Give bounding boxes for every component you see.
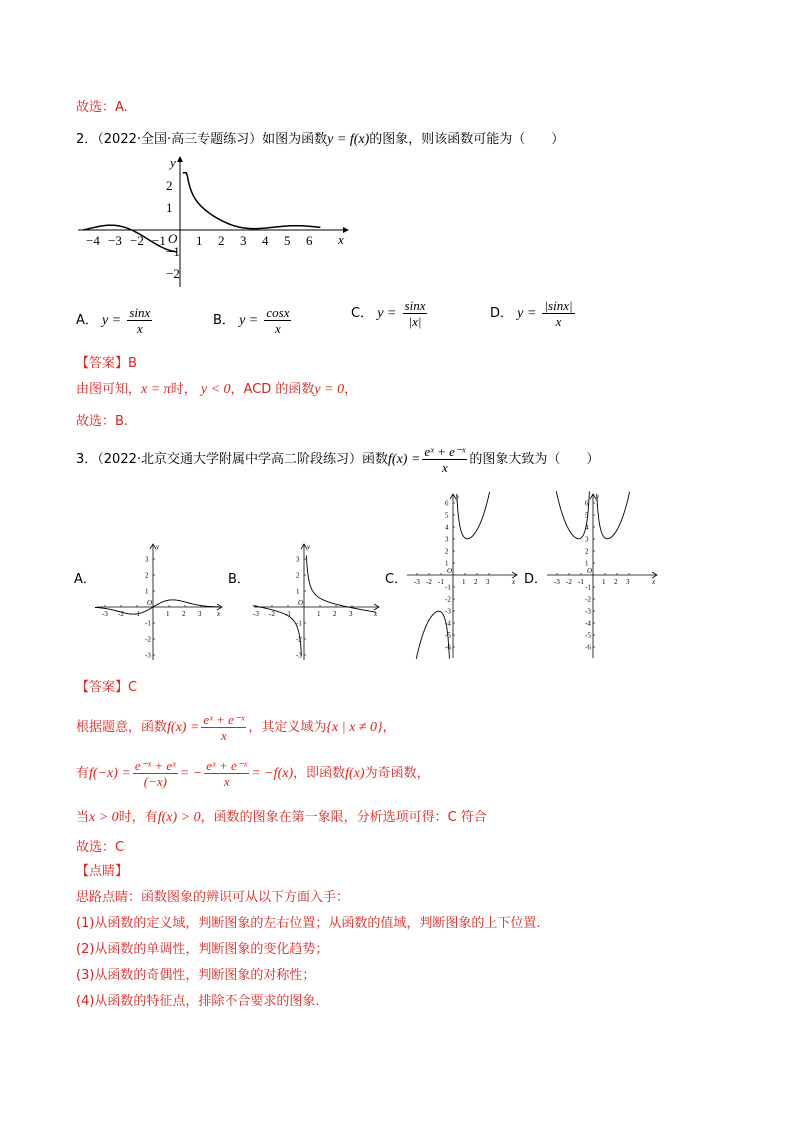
tip-intro: 思路点睛：函数图象的辨识可从以下方面入手：: [76, 890, 350, 905]
y-tick-label: -5: [585, 631, 591, 640]
q3-solution-line-3: 当x > 0时，有f(x) > 0，函数的图象在第一象限，分析选项可得：C 符合: [76, 810, 487, 825]
y-tick-label: 1: [296, 587, 300, 596]
option-numerator: sinx: [129, 305, 151, 320]
origin-label: O: [587, 567, 593, 575]
x-tick-label: −4: [86, 233, 100, 248]
x-tick-label: 2: [333, 610, 337, 618]
option-lhs: y =: [239, 313, 259, 328]
y-axis-label: y: [156, 543, 160, 551]
x-tick-label: 1: [462, 578, 466, 586]
y-tick-label: -2: [445, 595, 451, 604]
y-tick-label: -1: [585, 583, 591, 592]
previous-answer-line: 故选：A.: [76, 100, 128, 115]
y-tick-label: 6: [585, 499, 589, 508]
x-tick-label: −1: [152, 233, 166, 248]
y-tick-label: 1: [445, 559, 449, 568]
x-tick-label: 1: [166, 610, 170, 618]
function-curve: [253, 606, 302, 656]
function-curve: [597, 492, 630, 539]
option-denominator: x: [555, 314, 562, 329]
x-tick-label: -3: [414, 578, 420, 586]
y-tick-label: −2: [166, 266, 180, 281]
x-axis-label: x: [374, 610, 378, 618]
x-tick-label: -2: [269, 610, 275, 618]
x-tick-label: 1: [317, 610, 321, 618]
y-tick-label: -6: [445, 643, 451, 652]
y-tick-label: -2: [296, 635, 302, 644]
x-tick-label: 3: [349, 610, 353, 618]
option-lhs: y =: [377, 306, 397, 321]
x-tick-label: 1: [196, 233, 203, 248]
x-tick-label: -3: [102, 610, 108, 618]
x-tick-label: -3: [253, 610, 259, 618]
y-tick-label: -6: [585, 643, 591, 652]
x-tick-label: -1: [438, 578, 444, 586]
tip-item: (3)从函数的奇偶性，判断图象的对称性；: [76, 968, 316, 983]
y-axis-label: y: [170, 155, 176, 170]
y-tick-label: 2: [145, 571, 149, 580]
origin-label: O: [447, 567, 453, 575]
y-tick-label: -2: [145, 635, 151, 644]
q3-solution-line-1: 根据题意，函数f(x) = $\frac{\text{eˣ + e⁻ˣ}}{x}$ ，其定义域为{x | x ≠ 0}，: [76, 712, 396, 743]
tip-label: 【点睛】: [76, 864, 129, 879]
question-2-stem: [76, 128, 564, 148]
y-tick-label: 3: [296, 555, 300, 564]
option-letter: B．: [213, 313, 235, 328]
option-denominator: |x|: [408, 314, 422, 329]
y-tick-label: -5: [445, 631, 451, 640]
y-tick-label: -3: [145, 651, 151, 660]
x-tick-label: 6: [306, 233, 313, 248]
origin-label: O: [298, 599, 304, 607]
y-tick-label: -3: [585, 607, 591, 616]
curve-right-branch: [183, 173, 321, 229]
option-c[interactable]: [351, 298, 429, 329]
option-denominator: x: [136, 321, 143, 336]
y-tick-label: 2: [296, 571, 300, 580]
x-tick-label: 3: [240, 233, 247, 248]
y-tick-label: 3: [585, 535, 589, 544]
y-tick-label: 2: [445, 547, 449, 556]
tip-item: (2)从函数的单调性，判断图象的变化趋势；: [76, 942, 329, 957]
y-tick-label: -4: [585, 619, 591, 628]
x-tick-label: 2: [182, 610, 186, 618]
y-tick-label: 1: [585, 559, 589, 568]
q2-final-answer: 故选：B.: [76, 414, 129, 429]
option-b-letter[interactable]: B．: [228, 572, 250, 587]
x-tick-label: 2: [218, 233, 225, 248]
option-lhs: y =: [517, 306, 537, 321]
question-3-stem: 3．（2022·北京交通大学附属中学高二阶段练习）函数f(x) = $\frac{\text{eˣ + e⁻ˣ}}{x}$ 的图象大致为（ ）: [76, 444, 600, 475]
x-tick-label: -2: [426, 578, 432, 586]
x-tick-label: 2: [474, 578, 478, 586]
y-tick-label: −1: [166, 244, 180, 259]
x-tick-label: -2: [566, 578, 572, 586]
question-number: 2．: [76, 132, 98, 147]
option-numerator: |sinx|: [544, 298, 573, 313]
y-tick-label: 4: [585, 523, 589, 532]
q3-solution-line-2: 有f(−x) = $\frac{\text{e⁻ˣ + eˣ}}{(-x)}$ = − $\frac{\text{eˣ + e⁻ˣ}}{x}$ = −f(x)，即函数f(x)为奇函数，: [76, 758, 430, 789]
tip-item: (4)从函数的特征点，排除不合要求的图象.: [76, 994, 320, 1009]
x-axis-label: x: [338, 232, 344, 247]
y-axis-label: y: [596, 493, 600, 501]
origin-label: O: [168, 231, 178, 246]
x-tick-label: 5: [284, 233, 291, 248]
option-a[interactable]: [76, 305, 154, 336]
x-tick-label: 3: [198, 610, 202, 618]
graph-option-b: [252, 540, 382, 662]
function-curve: [306, 555, 375, 612]
y-tick-label: 1: [145, 587, 149, 596]
option-denominator: x: [275, 321, 281, 336]
y-tick-label: 3: [145, 555, 149, 564]
y-axis-label: y: [456, 493, 460, 501]
x-tick-label: 3: [486, 578, 490, 586]
option-c-letter[interactable]: C．: [385, 572, 408, 587]
origin-label: O: [147, 599, 153, 607]
y-tick-label: -3: [445, 607, 451, 616]
y-tick-label: 2: [585, 547, 589, 556]
y-tick-label: -1: [445, 583, 451, 592]
x-axis-label: x: [217, 610, 221, 618]
option-d-letter[interactable]: D．: [524, 572, 548, 587]
graph-option-d: [545, 490, 660, 660]
graph-option-a: [95, 540, 225, 662]
y-tick-label: -1: [296, 619, 302, 628]
y-tick-label: 5: [585, 511, 589, 520]
q2-answer-label: 【答案】B: [76, 356, 137, 371]
question-text: 如图为函数: [262, 132, 328, 147]
graph-option-c: [405, 490, 520, 660]
function-curve: [457, 492, 490, 539]
y-tick-label: -1: [145, 619, 151, 628]
x-tick-label: 1: [602, 578, 606, 586]
function-expression: y = f(x): [327, 132, 370, 147]
option-b[interactable]: [213, 305, 293, 336]
q3-final-answer: 故选：C: [76, 840, 125, 855]
x-tick-label: -1: [578, 578, 584, 586]
x-tick-labels: [86, 233, 313, 248]
y-tick-label: -3: [296, 651, 302, 660]
x-tick-label: −3: [108, 233, 122, 248]
y-tick-label: 5: [445, 511, 449, 520]
question-text-end: 的图象，则该函数可能为（ ）: [369, 132, 565, 147]
x-tick-label: -2: [118, 610, 124, 618]
tip-item: (1)从函数的定义域，判断图象的左右位置；从函数的值域，判断图象的上下位置.: [76, 916, 541, 931]
option-numerator: sinx: [404, 298, 426, 313]
option-letter: D．: [490, 306, 514, 321]
x-axis-label: x: [512, 578, 516, 586]
y-tick-label: -2: [585, 595, 591, 604]
option-d[interactable]: [490, 298, 577, 329]
y-tick-label: 2: [166, 178, 173, 193]
option-letter: C．: [351, 306, 374, 321]
x-axis-label: x: [652, 578, 656, 586]
x-tick-label: 2: [614, 578, 618, 586]
question-source: （2022·全国·高三专题练习）: [97, 132, 263, 147]
x-tick-label: 4: [262, 233, 269, 248]
y-tick-label: 6: [445, 499, 449, 508]
y-axis-label: y: [307, 543, 311, 551]
x-tick-label: -3: [554, 578, 560, 586]
y-tick-label: -4: [445, 619, 451, 628]
y-tick-label: 1: [166, 200, 173, 215]
option-a-letter[interactable]: A．: [74, 572, 96, 587]
option-numerator: cosx: [266, 305, 290, 320]
x-tick-label: −2: [130, 233, 144, 248]
y-tick-label: 3: [445, 535, 449, 544]
q2-function-graph: [70, 152, 360, 292]
q3-answer-label: 【答案】C: [76, 680, 138, 695]
x-tick-label: -1: [285, 610, 291, 618]
x-tick-label: -1: [134, 610, 140, 618]
option-letter: A．: [76, 313, 98, 328]
x-tick-label: 3: [626, 578, 630, 586]
y-tick-label: 4: [445, 523, 449, 532]
q2-solution-line: 由图可知，x = π时， y < 0，ACD 的函数y = 0，: [76, 382, 358, 397]
option-lhs: y =: [102, 313, 122, 328]
